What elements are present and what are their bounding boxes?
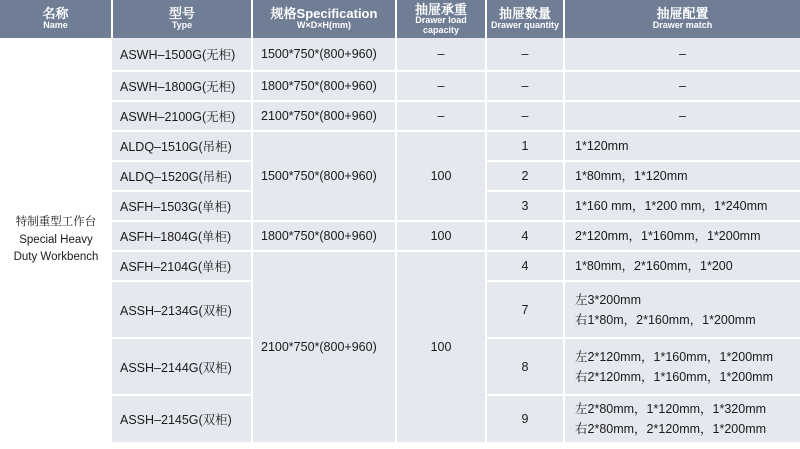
model-cell: ALDQ–1520G(吊柜) [112,161,252,191]
match-cell: 1*80mm，1*120mm [564,161,800,191]
match-cell [564,338,800,395]
quantity-cell: – [486,71,564,101]
match-cell [564,281,800,338]
product-name-cell [0,38,112,443]
product-name-en-2: Duty Workbench [13,251,99,264]
quantity-cell: – [486,101,564,131]
spec-cell: 1500*750*(800+960) [252,131,396,221]
load-cell: – [396,38,486,71]
match-line-left: 左3*200mm [575,292,641,307]
model-cell: ASWH–1500G(无柜) [112,38,252,71]
match-line-right: 右2*120mm，1*160mm，1*200mm [575,369,773,384]
quantity-cell: 2 [486,161,564,191]
model-cell: ASWH–2100G(无柜) [112,101,252,131]
product-name-zh: 特制重型工作台 [15,215,97,228]
quantity-cell: 8 [486,338,564,395]
header-name: 名称 Name [0,0,112,38]
quantity-cell: 1 [486,131,564,161]
model-cell: ASSH–2145G(双柜) [112,395,252,443]
load-cell: 100 [396,131,486,221]
load-cell: – [396,101,486,131]
model-cell: ALDQ–1510G(吊柜) [112,131,252,161]
match-line-left: 左2*120mm，1*160mm，1*200mm [575,349,773,364]
table-row [0,38,800,71]
header-type: 型号 Type [112,0,252,38]
quantity-cell: 4 [486,251,564,281]
quantity-cell: 4 [486,221,564,251]
header-row [0,0,800,38]
header-load: 抽屉承重 Drawer load capacity [396,0,486,38]
model-cell: ASFH–2104G(单柜) [112,251,252,281]
model-cell: ASSH–2134G(双柜) [112,281,252,338]
match-line-right: 右2*80mm，2*120mm，1*200mm [575,422,767,436]
quantity-cell: – [486,38,564,71]
spec-cell: 1500*750*(800+960) [252,38,396,71]
table-row [0,221,800,251]
quantity-cell: 3 [486,191,564,221]
match-line-right: 右1*80m，2*160mm，1*200mm [575,312,756,327]
header-match: 抽屉配置 Drawer match [564,0,800,38]
load-cell: – [396,71,486,101]
load-cell: 100 [396,221,486,251]
spec-cell: 2100*750*(800+960) [252,251,396,443]
model-cell: ASFH–1804G(单柜) [112,221,252,251]
match-cell: 1*120mm [564,131,800,161]
match-cell: – [564,38,800,71]
quantity-cell: 7 [486,281,564,338]
spec-cell: 1800*750*(800+960) [252,71,396,101]
model-cell: ASFH–1503G(单柜) [112,191,252,221]
match-cell [564,395,800,443]
match-cell: – [564,101,800,131]
load-cell: 100 [396,251,486,443]
spec-cell: 1800*750*(800+960) [252,221,396,251]
match-cell: 1*160 mm，1*200 mm，1*240mm [564,191,800,221]
table-row [0,131,800,161]
table-row [0,101,800,131]
header-spec: 规格Specification W×D×H(mm) [252,0,396,38]
quantity-cell: 9 [486,395,564,443]
match-cell: 1*80mm，2*160mm，1*200 [564,251,800,281]
table-row [0,251,800,281]
table-row [0,71,800,101]
match-cell: – [564,71,800,101]
header-quantity: 抽屉数量 Drawer quantity [486,0,564,38]
product-name-en-1: Special Heavy [19,233,93,246]
match-cell: 2*120mm，1*160mm，1*200mm [564,221,800,251]
spec-cell: 2100*750*(800+960) [252,101,396,131]
match-line-left: 左2*80mm，1*120mm，1*320mm [575,402,767,416]
model-cell: ASSH–2144G(双柜) [112,338,252,395]
model-cell: ASWH–1800G(无柜) [112,71,252,101]
